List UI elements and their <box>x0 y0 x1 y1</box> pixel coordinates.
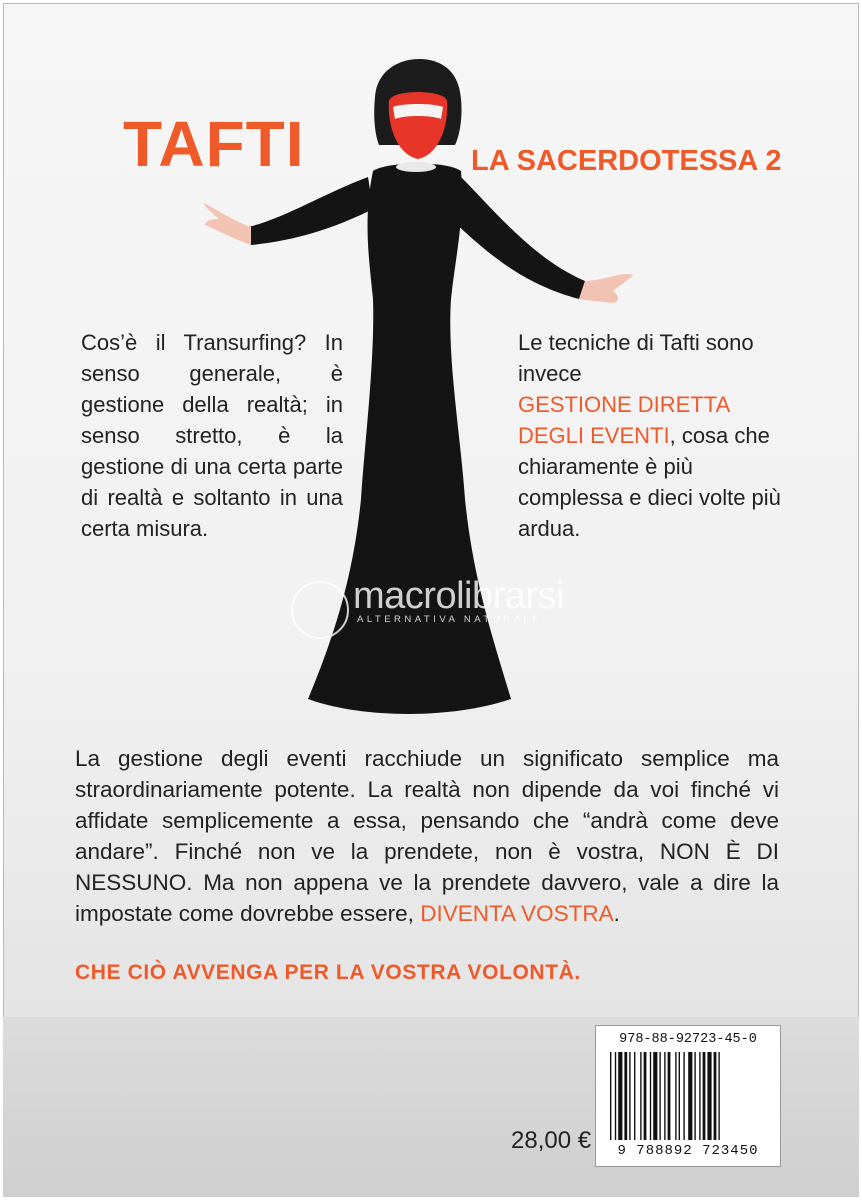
barcode-bar <box>615 1052 616 1140</box>
right-paragraph <box>518 327 788 544</box>
watermark-name: macrolibrarsi <box>353 575 564 617</box>
barcode-bar <box>694 1052 695 1140</box>
watermark <box>291 575 564 625</box>
barcode-bar <box>714 1052 717 1140</box>
barcode-bar <box>703 1052 706 1140</box>
barcode-bar <box>610 1052 611 1140</box>
barcode-bar <box>653 1052 657 1140</box>
face <box>389 92 448 159</box>
barcode-bar <box>679 1052 680 1140</box>
body-paragraph-end: . <box>613 901 620 926</box>
watermark-tagline: ALTERNATIVA NATURALE <box>357 614 542 625</box>
barcode-bar <box>699 1052 700 1140</box>
barcode-bar <box>640 1052 641 1140</box>
barcode-bar <box>707 1052 711 1140</box>
watermark-logo-icon <box>291 581 349 639</box>
right-paragraph-highlight: GESTIONE DIRETTA DEGLI EVENTI <box>518 392 730 448</box>
right-hand <box>579 274 633 303</box>
barcode-bar <box>629 1052 630 1140</box>
barcode-box <box>595 1025 781 1167</box>
barcode-digits: 9 788892 723450 <box>617 1143 759 1159</box>
barcode-bar <box>644 1052 647 1140</box>
barcode-bar <box>618 1052 622 1140</box>
barcode-bar <box>668 1052 671 1140</box>
barcode-bar <box>650 1052 651 1140</box>
barcode-bar <box>683 1052 684 1140</box>
left-arm <box>248 177 373 245</box>
barcode-bar <box>718 1052 719 1140</box>
left-hand <box>203 203 251 245</box>
body-paragraph <box>75 743 779 929</box>
barcode-bar <box>624 1052 627 1140</box>
right-paragraph-intro: Le tecniche di Tafti sono invece <box>518 330 754 386</box>
right-arm <box>451 177 585 299</box>
book-subtitle: LA SACERDOTESSA 2 <box>471 145 782 177</box>
body-paragraph-text: La gestione degli eventi racchiude un significato semplice ma straordinariamente potente. La realtà non dipende da voi finché vi affidate semplicemente a essa, pensando che “andrà come deve andare”. Finché non ve la prendete, non è vostra, NON È DI NESSUNO. Ma non appena ve la prendete davvero, vale a dire la impostate come dovrebbe essere, <box>75 746 779 926</box>
barcode-bar <box>634 1052 635 1140</box>
barcode-bar <box>675 1052 676 1140</box>
body-paragraph-highlight: DIVENTA VOSTRA <box>420 901 614 926</box>
barcode-bar <box>664 1052 665 1140</box>
barcode-bar <box>688 1052 692 1140</box>
left-paragraph: Cos’è il Transurfing? In senso generale, è gestione della realtà; in senso stretto, è la gestione di una certa parte di realtà e soltanto in una certa misura. <box>81 330 343 541</box>
book-back-cover <box>3 3 859 1197</box>
collar <box>396 162 436 172</box>
barcode-bar <box>659 1052 660 1140</box>
book-title: TAFTI <box>123 108 305 180</box>
isbn-text: 978-88-92723-45-0 <box>619 1032 757 1047</box>
price: 28,00 € <box>511 1127 592 1154</box>
right-paragraph-rest: , cosa che chiaramente è più complessa e dieci volte più ardua. <box>518 423 781 541</box>
closing-line: CHE CIÒ AVVENGA PER LA VOSTRA VOLONTÀ. <box>75 961 581 984</box>
